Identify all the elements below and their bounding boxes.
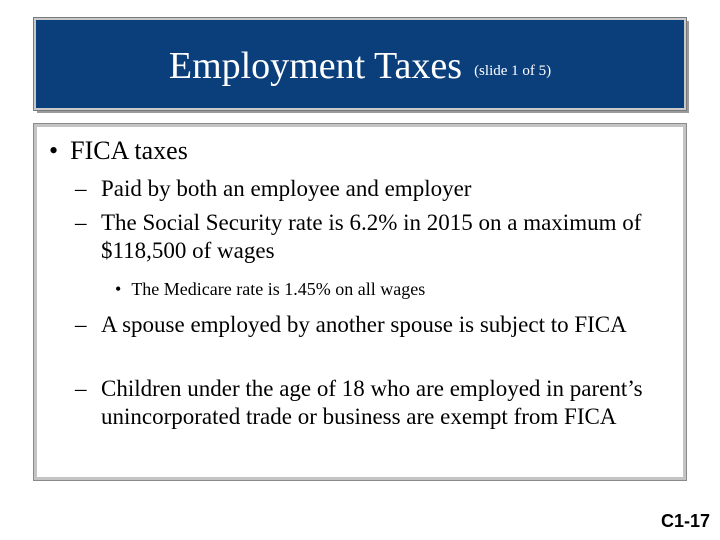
sub-sub-bullet-medicare	[115, 278, 425, 300]
bullet-text: FICA taxes	[70, 136, 188, 165]
sub-bullet-text: Children under the age of 18 who are employed in parent’s unincorporated trade or business are exempt from FICA	[101, 376, 643, 429]
sub-bullet-children	[75, 375, 695, 431]
sub-bullet-text: Paid by both an employee and employer	[101, 176, 472, 201]
dash-glyph: –	[75, 210, 87, 235]
slide-number: C1-17	[660, 511, 710, 531]
bullet-glyph: •	[115, 279, 122, 299]
bullet-glyph: •	[49, 136, 59, 165]
bullet-fica-taxes	[49, 135, 188, 167]
content-box	[34, 124, 686, 480]
sub-bullet-social-security	[75, 209, 655, 265]
sub-bullet-text: A spouse employed by another spouse is subject to FICA	[101, 312, 627, 337]
title-banner	[34, 18, 686, 110]
sub-sub-bullet-text: The Medicare rate is 1.45% on all wages	[131, 279, 426, 299]
dash-glyph: –	[75, 376, 87, 401]
dash-glyph: –	[75, 312, 87, 337]
slide-subtitle: (slide 1 of 5)	[474, 62, 552, 79]
dash-glyph: –	[75, 176, 87, 201]
sub-bullet-spouse	[75, 311, 695, 339]
slide-title: Employment Taxes	[168, 45, 463, 87]
sub-bullet-paid-by-both	[75, 175, 675, 203]
sub-bullet-text: The Social Security rate is 6.2% in 2015 on a maximum of $118,500 of wages	[101, 210, 642, 263]
